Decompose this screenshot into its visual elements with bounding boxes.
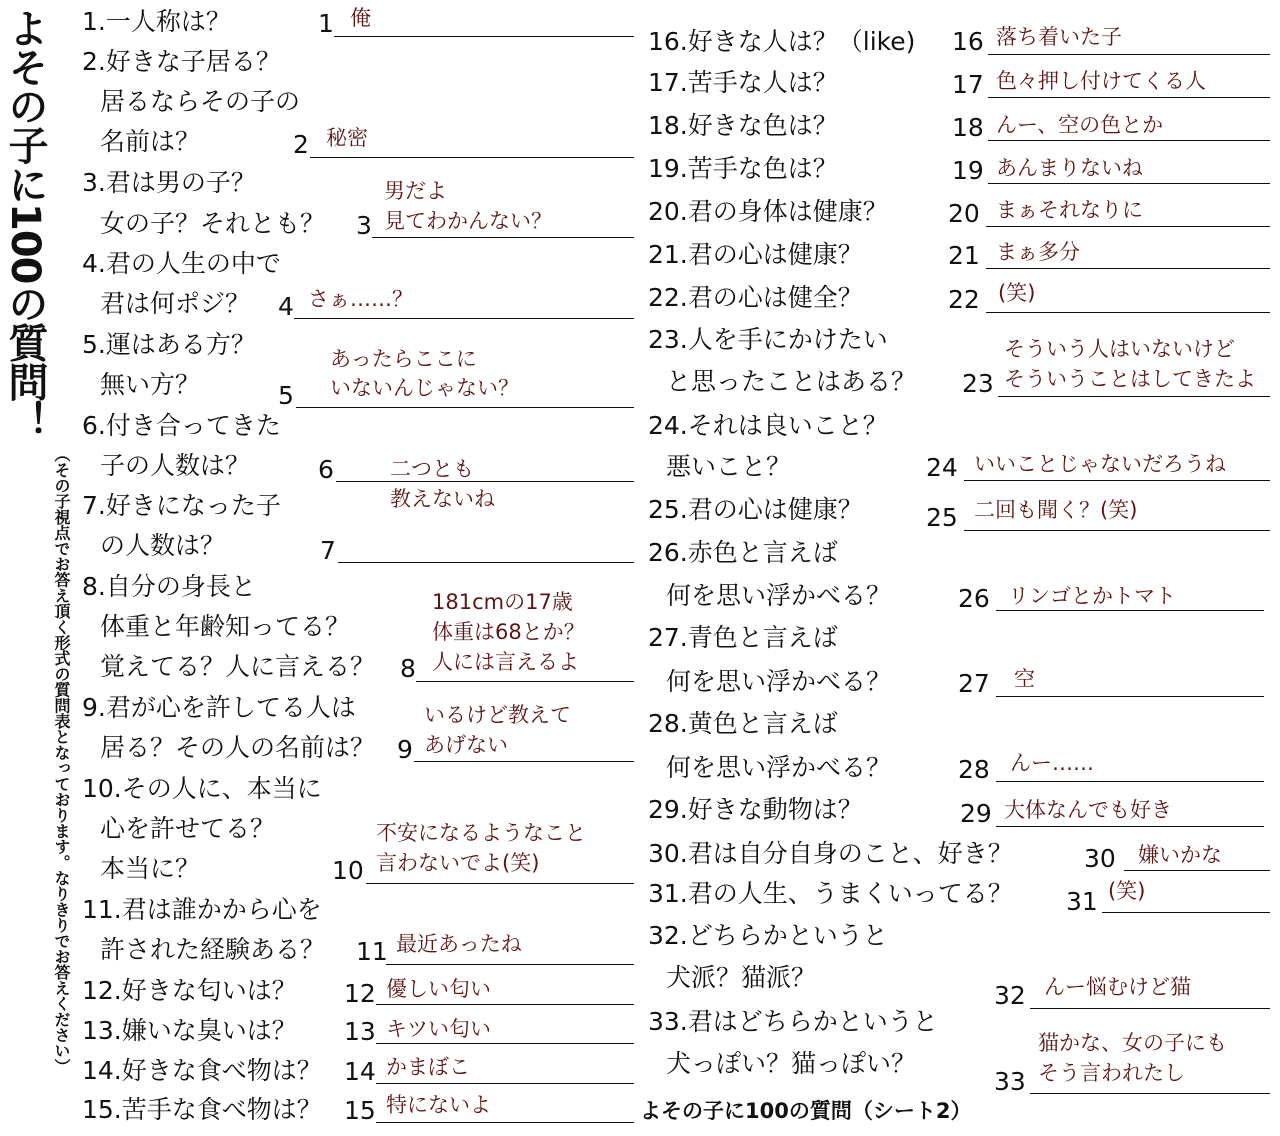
question-12: 12.好きな匂いは？ (82, 976, 297, 1005)
question-26-line-1: 26.赤色と言えば (648, 538, 838, 567)
answer-number-32: 32 (994, 981, 1026, 1010)
question-33-line-2: 犬っぽい？猫っぽい？ (666, 1049, 917, 1078)
answer-11: 最近あったね (396, 932, 522, 956)
question-24-line-1: 24.それは良いこと？ (648, 411, 888, 440)
answer-number-17: 17 (952, 70, 984, 99)
question-22: 22.君の心は健全？ (648, 283, 863, 312)
question-10-line-1: 10.その人に、本当に (82, 774, 322, 803)
question-23-line-1: 23.人を手にかけたい (648, 325, 888, 354)
question-30: 30.君は自分自身のこと、好き？ (648, 839, 1013, 868)
answer-13: キツい匂い (386, 1017, 491, 1041)
question-26-line-2: 何を思い浮かべる？ (666, 581, 892, 610)
page-title: よその子に100の質問！ (2, 8, 48, 440)
answer-29: 大体なんでも好き (1004, 798, 1172, 822)
answer-number-20: 20 (948, 199, 980, 228)
answer-number-28: 28 (958, 755, 990, 784)
answer-line-5 (296, 407, 634, 408)
question-32-line-2: 犬派？猫派？ (666, 963, 817, 992)
question-4-line-2: 君は何ポジ？ (100, 289, 251, 318)
answer-22: (笑) (998, 281, 1036, 305)
question-8-line-2: 体重と年齢知ってる？ (100, 612, 351, 641)
answer-number-27: 27 (958, 669, 990, 698)
answer-line-17 (988, 97, 1270, 98)
answer-line-3 (372, 237, 634, 238)
answer-27: 空 (1014, 667, 1035, 691)
question-13: 13.嫌いな臭いは？ (82, 1016, 297, 1045)
answer-33-line-1: 猫かな、女の子にも (1038, 1031, 1227, 1055)
answer-number-6: 6 (318, 455, 334, 484)
answer-number-25: 25 (926, 503, 958, 532)
answer-line-13 (376, 1043, 634, 1044)
question-33-line-1: 33.君はどちらかというと (648, 1007, 938, 1036)
answer-line-11 (386, 964, 634, 965)
answer-5-line-1: あったらここに (330, 347, 477, 371)
answer-28: んー…… (1010, 751, 1094, 775)
answer-number-9: 9 (397, 735, 413, 764)
question-17: 17.苦手な人は？ (648, 68, 838, 97)
question-25: 25.君の心は健康？ (648, 495, 863, 524)
answer-line-9 (414, 761, 634, 762)
answer-33-line-2: そう言われたし (1038, 1061, 1185, 1085)
answer-19: あんまりないね (996, 156, 1143, 180)
answer-23-line-2: そういうことはしてきたよ (1004, 367, 1256, 391)
answer-number-2: 2 (293, 130, 309, 159)
answer-8-line-3: 人には言えるよ (432, 650, 579, 674)
answer-line-12 (376, 1004, 634, 1005)
answer-line-15 (376, 1122, 634, 1123)
answer-number-29: 29 (960, 799, 992, 828)
answer-line-32 (1030, 1008, 1270, 1009)
answer-number-8: 8 (400, 654, 416, 683)
question-28-line-2: 何を思い浮かべる？ (666, 753, 892, 782)
question-11-line-1: 11.君は誰かから心を (82, 895, 322, 924)
answer-number-26: 26 (958, 584, 990, 613)
question-10-line-3: 本当に？ (100, 854, 201, 883)
answer-number-10: 10 (332, 856, 364, 885)
answer-number-33: 33 (994, 1067, 1026, 1096)
question-2-line-1: 2.好きな子居る？ (82, 47, 281, 76)
question-1: 1.一人称は？ (82, 7, 231, 36)
answer-6-line-2: 教えないね (390, 487, 495, 511)
question-14: 14.好きな食べ物は？ (82, 1056, 322, 1085)
answer-number-21: 21 (948, 241, 980, 270)
question-24-line-2: 悪いこと？ (666, 452, 792, 481)
answer-30: 嫌いかな (1138, 843, 1222, 867)
answer-line-1 (334, 36, 634, 37)
question-5-line-2: 無い方？ (100, 370, 201, 399)
answer-line-26 (996, 610, 1264, 611)
question-2-line-3: 名前は？ (100, 127, 201, 156)
answer-10-line-2: 言わないでよ(笑) (376, 851, 540, 875)
answer-number-16: 16 (952, 27, 984, 56)
answer-line-25 (964, 530, 1270, 531)
answer-number-22: 22 (948, 285, 980, 314)
answer-line-22 (986, 312, 1270, 313)
answer-number-14: 14 (344, 1057, 376, 1086)
question-7-line-1: 7.好きになった子 (82, 491, 281, 520)
answer-3-line-1: 男だよ (384, 179, 447, 203)
answer-number-11: 11 (356, 937, 388, 966)
answer-number-13: 13 (344, 1017, 376, 1046)
answer-16: 落ち着いた子 (996, 25, 1122, 49)
answer-line-33 (1030, 1093, 1270, 1094)
question-31: 31.君の人生、うまくいってる？ (648, 879, 1013, 908)
answer-line-8 (416, 681, 634, 682)
answer-12: 優しい匂い (386, 977, 491, 1001)
answer-number-23: 23 (962, 369, 994, 398)
answer-line-20 (986, 226, 1270, 227)
question-15: 15.苦手な食べ物は？ (82, 1095, 322, 1124)
answer-1: 俺 (350, 6, 371, 30)
answer-number-12: 12 (344, 979, 376, 1008)
question-4-line-1: 4.君の人生の中で (82, 249, 281, 278)
answer-number-15: 15 (344, 1096, 376, 1125)
answer-line-30 (1124, 870, 1270, 871)
question-8-line-1: 8.自分の身長と (82, 572, 256, 601)
answer-26: リンゴとかトマト (1008, 584, 1176, 608)
answer-number-7: 7 (320, 536, 336, 565)
question-2-line-2: 居るならその子の (100, 87, 301, 116)
question-6-line-2: 子の人数は？ (100, 451, 251, 480)
answer-18: んー、空の色とか (996, 113, 1164, 137)
answer-31: (笑) (1108, 879, 1146, 903)
question-27-line-1: 27.青色と言えば (648, 623, 838, 652)
answer-number-19: 19 (952, 156, 984, 185)
answer-line-2 (310, 157, 634, 158)
question-19: 19.苦手な色は？ (648, 154, 838, 183)
answer-line-23 (998, 396, 1270, 397)
answer-line-6 (336, 481, 634, 482)
question-28-line-1: 28.黄色と言えば (648, 709, 838, 738)
question-27-line-2: 何を思い浮かべる？ (666, 667, 892, 696)
question-11-line-2: 許された経験ある？ (100, 935, 326, 964)
answer-20: まぁそれなりに (996, 198, 1143, 222)
answer-32: んー悩むけど猫 (1044, 975, 1191, 999)
answer-number-4: 4 (278, 292, 294, 321)
question-7-line-2: の人数は？ (100, 531, 226, 560)
answer-number-18: 18 (952, 113, 984, 142)
question-10-line-2: 心を許せてる？ (100, 814, 276, 843)
answer-line-18 (988, 140, 1270, 141)
answer-5-line-2: いないんじゃない？ (330, 376, 519, 400)
answer-10-line-1: 不安になるようなこと (376, 821, 586, 845)
question-29: 29.好きな動物は？ (648, 795, 863, 824)
answer-number-1: 1 (318, 9, 334, 38)
page-subtitle: （その子視点でお答え頂く形式の質問表となっております。なりきりでお答えください） (52, 446, 71, 1075)
question-18: 18.好きな色は？ (648, 111, 838, 140)
answer-line-14 (376, 1083, 634, 1084)
question-3-line-1: 3.君は男の子？ (82, 168, 256, 197)
question-32-line-1: 32.どちらかというと (648, 921, 888, 950)
answer-25: 二回も聞く？(笑) (974, 498, 1138, 522)
question-5-line-1: 5.運はある方？ (82, 330, 256, 359)
answer-line-4 (294, 318, 634, 319)
sheet-footer: よその子に100の質問（シート2） (640, 1099, 972, 1123)
question-21: 21.君の心は健康？ (648, 240, 863, 269)
answer-2: 秘密 (326, 126, 368, 150)
answer-line-10 (366, 883, 634, 884)
question-6-line-1: 6.付き合ってきた (82, 411, 281, 440)
question-16: 16.好きな人は？（like) (648, 27, 916, 56)
answer-number-30: 30 (1084, 844, 1116, 873)
answer-line-24 (964, 480, 1270, 481)
answer-number-31: 31 (1066, 887, 1098, 916)
answer-14: かまぼこ (386, 1055, 470, 1079)
answer-line-31 (1102, 912, 1270, 913)
answer-21: まぁ多分 (996, 240, 1080, 264)
question-9-line-2: 居る？その人の名前は？ (100, 733, 376, 762)
answer-4: さぁ……？ (308, 287, 413, 311)
answer-6-line-1: 二つとも (390, 457, 474, 481)
answer-number-5: 5 (278, 381, 294, 410)
answer-9-line-2: あげない (424, 733, 508, 757)
answer-number-3: 3 (356, 211, 372, 240)
answer-line-19 (988, 183, 1270, 184)
answer-line-29 (996, 826, 1264, 827)
answer-8-line-2: 体重は68とか？ (432, 620, 585, 644)
answer-3-line-2: 見てわかんない？ (384, 209, 552, 233)
answer-line-7 (338, 562, 634, 563)
question-8-line-3: 覚えてる？人に言える？ (100, 652, 376, 681)
question-3-line-2: 女の子？それとも？ (100, 209, 326, 238)
answer-8-line-1: 181cmの17歳 (432, 590, 573, 614)
answer-23-line-1: そういう人はいないけど (1004, 337, 1235, 361)
answer-number-24: 24 (926, 453, 958, 482)
answer-17: 色々押し付けてくる人 (996, 69, 1206, 93)
answer-line-28 (996, 781, 1264, 782)
answer-24: いいことじゃないだろうね (974, 452, 1226, 476)
question-23-line-2: と思ったことはある？ (666, 367, 917, 396)
answer-line-16 (988, 54, 1270, 55)
answer-line-21 (986, 268, 1270, 269)
answer-line-27 (996, 696, 1264, 697)
question-20: 20.君の身体は健康？ (648, 197, 888, 226)
answer-15: 特にないよ (386, 1093, 491, 1117)
question-9-line-1: 9.君が心を許してる人は (82, 693, 356, 722)
answer-9-line-1: いるけど教えて (424, 703, 571, 727)
